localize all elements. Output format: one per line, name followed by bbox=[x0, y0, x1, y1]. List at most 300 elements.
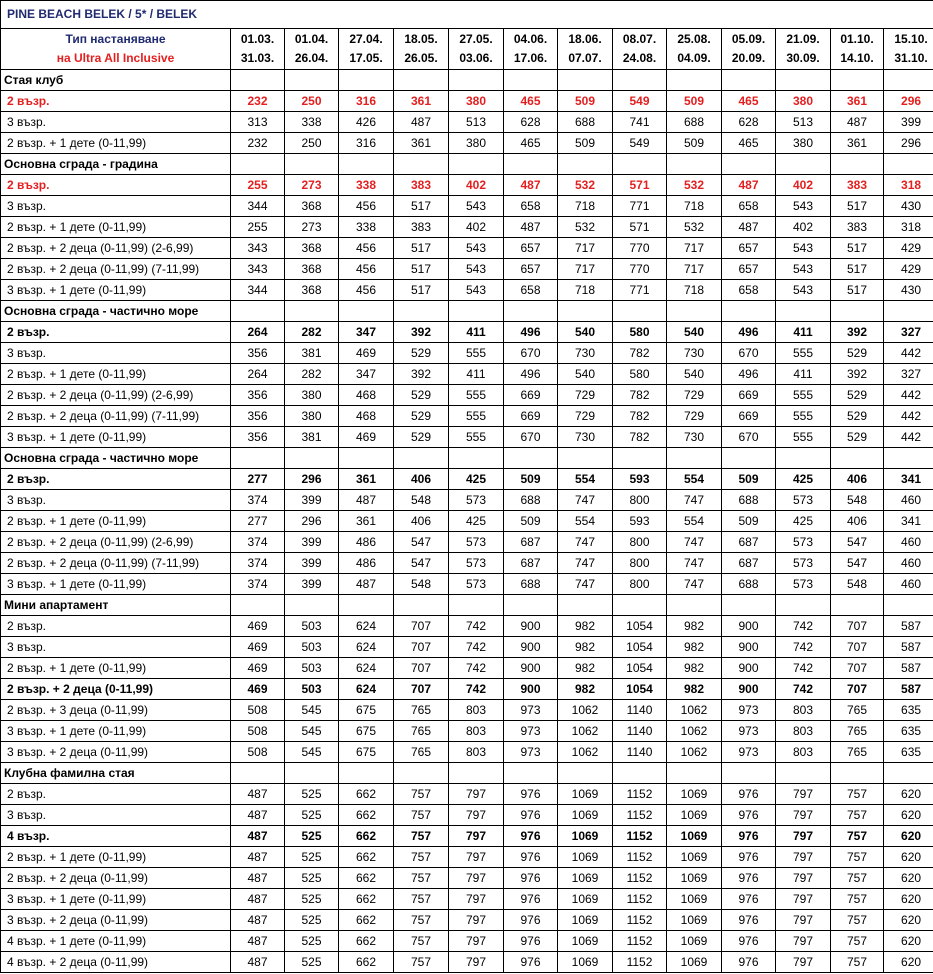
price-cell: 555 bbox=[449, 343, 504, 364]
price-cell: 456 bbox=[339, 238, 394, 259]
price-cell: 426 bbox=[339, 112, 394, 133]
empty-cell bbox=[613, 595, 667, 616]
empty-cell bbox=[776, 763, 831, 784]
price-cell: 399 bbox=[884, 112, 933, 133]
price-cell: 509 bbox=[667, 133, 722, 154]
price-cell: 717 bbox=[558, 259, 613, 280]
room-occupancy-label: 2 възр. bbox=[1, 784, 231, 805]
price-cell: 1054 bbox=[613, 679, 667, 700]
table-row bbox=[1, 679, 933, 700]
empty-cell bbox=[884, 448, 933, 469]
table-row bbox=[1, 910, 933, 931]
room-occupancy-label: 3 възр. bbox=[1, 343, 231, 364]
price-cell: 486 bbox=[339, 553, 394, 574]
price-cell: 411 bbox=[449, 364, 504, 385]
price-cell: 347 bbox=[339, 364, 394, 385]
price-cell: 361 bbox=[831, 133, 884, 154]
price-cell: 707 bbox=[831, 679, 884, 700]
price-cell: 580 bbox=[613, 322, 667, 343]
price-cell: 976 bbox=[722, 889, 776, 910]
price-cell: 282 bbox=[285, 322, 339, 343]
table-row bbox=[1, 91, 933, 112]
empty-cell bbox=[504, 301, 558, 322]
period-end: 17.06. bbox=[513, 51, 548, 65]
price-cell: 658 bbox=[722, 280, 776, 301]
empty-cell bbox=[339, 448, 394, 469]
price-cell: 356 bbox=[231, 406, 285, 427]
price-cell: 517 bbox=[394, 280, 449, 301]
price-cell: 747 bbox=[558, 490, 613, 511]
price-cell: 460 bbox=[884, 553, 933, 574]
price-cell: 657 bbox=[722, 238, 776, 259]
price-cell: 747 bbox=[667, 553, 722, 574]
price-cell: 982 bbox=[558, 637, 613, 658]
price-cell: 976 bbox=[722, 931, 776, 952]
price-cell: 282 bbox=[285, 364, 339, 385]
period-header bbox=[504, 29, 558, 70]
price-cell: 374 bbox=[231, 574, 285, 595]
price-cell: 529 bbox=[831, 406, 884, 427]
price-cell: 508 bbox=[231, 700, 285, 721]
period-start: 27.05. bbox=[459, 32, 493, 46]
accommodation-type-label: Тип настаняване bbox=[65, 32, 166, 46]
price-cell: 973 bbox=[722, 721, 776, 742]
price-cell: 296 bbox=[285, 511, 339, 532]
price-cell: 900 bbox=[722, 679, 776, 700]
price-cell: 757 bbox=[831, 952, 884, 973]
price-cell: 456 bbox=[339, 280, 394, 301]
period-start: 21.09. bbox=[786, 32, 820, 46]
price-cell: 730 bbox=[558, 427, 613, 448]
price-cell: 509 bbox=[558, 133, 613, 154]
price-cell: 729 bbox=[667, 385, 722, 406]
room-occupancy-label: 2 възр. bbox=[1, 91, 231, 112]
price-cell: 797 bbox=[449, 847, 504, 868]
price-cell: 765 bbox=[394, 700, 449, 721]
price-cell: 430 bbox=[884, 196, 933, 217]
empty-cell bbox=[722, 70, 776, 91]
price-cell: 688 bbox=[504, 574, 558, 595]
price-cell: 1062 bbox=[558, 742, 613, 763]
price-cell: 356 bbox=[231, 343, 285, 364]
room-occupancy-label: 2 възр. bbox=[1, 322, 231, 343]
empty-cell bbox=[339, 763, 394, 784]
price-cell: 273 bbox=[285, 175, 339, 196]
price-cell: 765 bbox=[831, 742, 884, 763]
price-cell: 982 bbox=[558, 658, 613, 679]
price-cell: 757 bbox=[831, 931, 884, 952]
price-cell: 503 bbox=[285, 658, 339, 679]
price-cell: 469 bbox=[231, 637, 285, 658]
price-cell: 540 bbox=[558, 364, 613, 385]
price-cell: 976 bbox=[504, 784, 558, 805]
period-end: 31.10. bbox=[894, 51, 928, 65]
period-end: 14.10. bbox=[840, 51, 874, 65]
price-cell: 380 bbox=[776, 91, 831, 112]
price-cell: 1069 bbox=[667, 910, 722, 931]
price-cell: 797 bbox=[776, 931, 831, 952]
price-cell: 757 bbox=[394, 805, 449, 826]
empty-cell bbox=[285, 154, 339, 175]
room-occupancy-label: 3 възр. + 2 деца (0-11,99) bbox=[1, 742, 231, 763]
price-cell: 757 bbox=[394, 847, 449, 868]
price-cell: 976 bbox=[504, 847, 558, 868]
price-cell: 540 bbox=[558, 322, 613, 343]
price-cell: 1152 bbox=[613, 784, 667, 805]
table-row bbox=[1, 826, 933, 847]
empty-cell bbox=[504, 70, 558, 91]
price-cell: 573 bbox=[449, 490, 504, 511]
empty-cell bbox=[722, 595, 776, 616]
price-cell: 296 bbox=[884, 91, 933, 112]
price-cell: 487 bbox=[831, 112, 884, 133]
empty-cell bbox=[285, 595, 339, 616]
table-row bbox=[1, 343, 933, 364]
price-cell: 503 bbox=[285, 637, 339, 658]
price-cell: 687 bbox=[722, 553, 776, 574]
room-occupancy-label: 2 възр. + 1 дете (0-11,99) bbox=[1, 217, 231, 238]
price-cell: 797 bbox=[776, 952, 831, 973]
section-label: Мини апартамент bbox=[1, 595, 231, 616]
price-cell: 496 bbox=[722, 364, 776, 385]
price-cell: 1152 bbox=[613, 931, 667, 952]
price-cell: 628 bbox=[504, 112, 558, 133]
room-occupancy-label: 3 възр. bbox=[1, 805, 231, 826]
period-start: 08.07. bbox=[622, 32, 657, 46]
price-cell: 797 bbox=[449, 784, 504, 805]
section-row bbox=[1, 154, 933, 175]
price-cell: 571 bbox=[613, 217, 667, 238]
price-cell: 545 bbox=[285, 721, 339, 742]
price-cell: 669 bbox=[504, 385, 558, 406]
price-cell: 1069 bbox=[558, 805, 613, 826]
price-cell: 525 bbox=[285, 784, 339, 805]
price-cell: 742 bbox=[776, 616, 831, 637]
price-cell: 730 bbox=[667, 343, 722, 364]
room-occupancy-label: 2 възр. bbox=[1, 175, 231, 196]
price-cell: 1069 bbox=[558, 784, 613, 805]
period-start: 18.05. bbox=[404, 32, 438, 46]
price-cell: 525 bbox=[285, 805, 339, 826]
table-row bbox=[1, 532, 933, 553]
price-cell: 803 bbox=[776, 700, 831, 721]
table-row bbox=[1, 721, 933, 742]
price-cell: 465 bbox=[504, 133, 558, 154]
price-cell: 555 bbox=[449, 406, 504, 427]
table-row bbox=[1, 364, 933, 385]
price-cell: 392 bbox=[831, 322, 884, 343]
price-cell: 1069 bbox=[667, 931, 722, 952]
price-cell: 487 bbox=[504, 175, 558, 196]
room-occupancy-label: 3 възр. bbox=[1, 112, 231, 133]
price-cell: 635 bbox=[884, 742, 933, 763]
price-cell: 406 bbox=[394, 511, 449, 532]
price-cell: 374 bbox=[231, 553, 285, 574]
price-cell: 496 bbox=[504, 322, 558, 343]
price-cell: 770 bbox=[613, 259, 667, 280]
empty-cell bbox=[831, 154, 884, 175]
price-cell: 973 bbox=[504, 721, 558, 742]
period-end: 31.03. bbox=[240, 51, 275, 65]
price-cell: 1062 bbox=[667, 721, 722, 742]
price-cell: 406 bbox=[831, 511, 884, 532]
period-end: 20.09. bbox=[731, 51, 766, 65]
table-row bbox=[1, 175, 933, 196]
price-cell: 662 bbox=[339, 910, 394, 931]
room-occupancy-label: 3 възр. + 1 дете (0-11,99) bbox=[1, 721, 231, 742]
price-cell: 513 bbox=[776, 112, 831, 133]
price-cell: 742 bbox=[776, 658, 831, 679]
price-cell: 707 bbox=[394, 679, 449, 700]
price-cell: 797 bbox=[449, 868, 504, 889]
empty-cell bbox=[667, 763, 722, 784]
price-cell: 517 bbox=[394, 196, 449, 217]
price-cell: 264 bbox=[231, 322, 285, 343]
table-row bbox=[1, 490, 933, 511]
price-cell: 361 bbox=[339, 511, 394, 532]
price-cell: 687 bbox=[504, 532, 558, 553]
price-cell: 800 bbox=[613, 553, 667, 574]
empty-cell bbox=[558, 70, 613, 91]
price-cell: 487 bbox=[722, 217, 776, 238]
price-cell: 573 bbox=[776, 553, 831, 574]
price-cell: 635 bbox=[884, 721, 933, 742]
price-cell: 468 bbox=[339, 406, 394, 427]
price-cell: 707 bbox=[831, 616, 884, 637]
price-cell: 469 bbox=[231, 658, 285, 679]
price-cell: 573 bbox=[449, 532, 504, 553]
price-cell: 503 bbox=[285, 679, 339, 700]
price-cell: 338 bbox=[285, 112, 339, 133]
price-cell: 662 bbox=[339, 931, 394, 952]
empty-cell bbox=[504, 595, 558, 616]
price-cell: 338 bbox=[339, 175, 394, 196]
price-cell: 771 bbox=[613, 280, 667, 301]
price-cell: 797 bbox=[449, 952, 504, 973]
empty-cell bbox=[667, 301, 722, 322]
price-cell: 982 bbox=[667, 637, 722, 658]
price-cell: 717 bbox=[667, 259, 722, 280]
price-cell: 797 bbox=[776, 805, 831, 826]
room-occupancy-label: 3 възр. + 1 дете (0-11,99) bbox=[1, 427, 231, 448]
table-row bbox=[1, 406, 933, 427]
price-cell: 803 bbox=[449, 721, 504, 742]
period-header bbox=[231, 29, 285, 70]
room-occupancy-label: 4 възр. + 1 дете (0-11,99) bbox=[1, 931, 231, 952]
price-cell: 900 bbox=[722, 637, 776, 658]
price-cell: 532 bbox=[558, 217, 613, 238]
price-cell: 1152 bbox=[613, 868, 667, 889]
empty-cell bbox=[667, 595, 722, 616]
price-cell: 554 bbox=[558, 511, 613, 532]
price-cell: 232 bbox=[231, 91, 285, 112]
empty-cell bbox=[558, 154, 613, 175]
price-cell: 1140 bbox=[613, 742, 667, 763]
empty-cell bbox=[231, 448, 285, 469]
period-header bbox=[613, 29, 667, 70]
price-cell: 620 bbox=[884, 784, 933, 805]
empty-cell bbox=[339, 154, 394, 175]
price-cell: 573 bbox=[449, 574, 504, 595]
price-cell: 1054 bbox=[613, 637, 667, 658]
price-cell: 573 bbox=[776, 490, 831, 511]
price-cell: 669 bbox=[722, 385, 776, 406]
empty-cell bbox=[831, 301, 884, 322]
empty-cell bbox=[667, 70, 722, 91]
price-cell: 688 bbox=[558, 112, 613, 133]
room-occupancy-label: 2 възр. + 1 дете (0-11,99) bbox=[1, 658, 231, 679]
price-cell: 1069 bbox=[667, 868, 722, 889]
price-cell: 392 bbox=[394, 364, 449, 385]
table-row bbox=[1, 385, 933, 406]
room-occupancy-label: 3 възр. + 1 дете (0-11,99) bbox=[1, 280, 231, 301]
price-cell: 982 bbox=[667, 679, 722, 700]
price-cell: 620 bbox=[884, 952, 933, 973]
price-cell: 383 bbox=[831, 175, 884, 196]
price-cell: 442 bbox=[884, 406, 933, 427]
price-cell: 509 bbox=[667, 91, 722, 112]
price-cell: 356 bbox=[231, 385, 285, 406]
price-cell: 757 bbox=[831, 805, 884, 826]
price-cell: 765 bbox=[394, 742, 449, 763]
table-row bbox=[1, 700, 933, 721]
empty-cell bbox=[667, 154, 722, 175]
empty-cell bbox=[558, 763, 613, 784]
price-cell: 525 bbox=[285, 847, 339, 868]
price-cell: 513 bbox=[449, 112, 504, 133]
price-cell: 380 bbox=[285, 385, 339, 406]
price-cell: 1069 bbox=[667, 826, 722, 847]
empty-cell bbox=[884, 70, 933, 91]
price-cell: 747 bbox=[558, 532, 613, 553]
price-cell: 368 bbox=[285, 259, 339, 280]
price-cell: 1069 bbox=[558, 847, 613, 868]
price-cell: 392 bbox=[394, 322, 449, 343]
price-cell: 487 bbox=[231, 826, 285, 847]
table-row bbox=[1, 511, 933, 532]
price-cell: 730 bbox=[667, 427, 722, 448]
table-row bbox=[1, 196, 933, 217]
price-cell: 662 bbox=[339, 952, 394, 973]
period-end: 07.07. bbox=[568, 51, 602, 65]
price-cell: 532 bbox=[558, 175, 613, 196]
empty-cell bbox=[776, 154, 831, 175]
price-cell: 973 bbox=[504, 742, 558, 763]
table-row bbox=[1, 574, 933, 595]
section-row bbox=[1, 595, 933, 616]
price-cell: 338 bbox=[339, 217, 394, 238]
price-cell: 757 bbox=[394, 784, 449, 805]
price-cell: 742 bbox=[449, 679, 504, 700]
period-start: 05.09. bbox=[731, 32, 766, 46]
table-row bbox=[1, 553, 933, 574]
price-cell: 508 bbox=[231, 742, 285, 763]
section-row bbox=[1, 763, 933, 784]
price-cell: 624 bbox=[339, 637, 394, 658]
price-cell: 469 bbox=[339, 343, 394, 364]
title-row bbox=[1, 1, 933, 29]
room-occupancy-label: 2 възр. + 2 деца (0-11,99) (7-11,99) bbox=[1, 259, 231, 280]
price-cell: 361 bbox=[394, 133, 449, 154]
table-row bbox=[1, 280, 933, 301]
price-cell: 718 bbox=[558, 280, 613, 301]
price-cell: 469 bbox=[231, 616, 285, 637]
table-row bbox=[1, 784, 933, 805]
price-cell: 341 bbox=[884, 511, 933, 532]
price-cell: 368 bbox=[285, 196, 339, 217]
price-cell: 757 bbox=[831, 868, 884, 889]
price-cell: 620 bbox=[884, 910, 933, 931]
price-cell: 688 bbox=[722, 574, 776, 595]
price-cell: 374 bbox=[231, 532, 285, 553]
price-cell: 341 bbox=[884, 469, 933, 490]
period-header bbox=[667, 29, 722, 70]
price-cell: 620 bbox=[884, 847, 933, 868]
price-cell: 392 bbox=[831, 364, 884, 385]
price-cell: 782 bbox=[613, 406, 667, 427]
empty-cell bbox=[394, 763, 449, 784]
price-cell: 232 bbox=[231, 133, 285, 154]
price-cell: 803 bbox=[776, 742, 831, 763]
table-row bbox=[1, 931, 933, 952]
room-occupancy-label: 2 възр. + 2 деца (0-11,99) (2-6,99) bbox=[1, 532, 231, 553]
section-label: Основна сграда - частично море bbox=[1, 448, 231, 469]
price-cell: 517 bbox=[831, 196, 884, 217]
price-cell: 687 bbox=[722, 532, 776, 553]
price-cell: 549 bbox=[613, 133, 667, 154]
period-header bbox=[339, 29, 394, 70]
empty-cell bbox=[231, 301, 285, 322]
price-cell: 1054 bbox=[613, 616, 667, 637]
price-cell: 900 bbox=[504, 637, 558, 658]
empty-cell bbox=[285, 301, 339, 322]
price-cell: 803 bbox=[776, 721, 831, 742]
period-header bbox=[776, 29, 831, 70]
price-cell: 277 bbox=[231, 469, 285, 490]
price-cell: 517 bbox=[831, 238, 884, 259]
empty-cell bbox=[231, 595, 285, 616]
price-cell: 973 bbox=[722, 700, 776, 721]
price-cell: 543 bbox=[449, 280, 504, 301]
price-cell: 529 bbox=[394, 343, 449, 364]
price-cell: 900 bbox=[722, 616, 776, 637]
price-cell: 800 bbox=[613, 490, 667, 511]
price-cell: 797 bbox=[449, 931, 504, 952]
empty-cell bbox=[339, 301, 394, 322]
price-cell: 782 bbox=[613, 427, 667, 448]
price-cell: 900 bbox=[504, 658, 558, 679]
price-cell: 757 bbox=[831, 826, 884, 847]
price-cell: 543 bbox=[776, 259, 831, 280]
room-occupancy-label: 2 възр. + 1 дете (0-11,99) bbox=[1, 364, 231, 385]
price-cell: 425 bbox=[776, 511, 831, 532]
table-row bbox=[1, 805, 933, 826]
price-cell: 587 bbox=[884, 658, 933, 679]
empty-cell bbox=[285, 448, 339, 469]
empty-cell bbox=[831, 70, 884, 91]
price-cell: 1152 bbox=[613, 910, 667, 931]
period-end: 30.09. bbox=[786, 51, 820, 65]
price-cell: 797 bbox=[449, 910, 504, 931]
price-cell: 487 bbox=[231, 889, 285, 910]
price-cell: 729 bbox=[558, 385, 613, 406]
price-cell: 797 bbox=[449, 805, 504, 826]
price-cell: 456 bbox=[339, 259, 394, 280]
price-cell: 729 bbox=[558, 406, 613, 427]
price-cell: 741 bbox=[613, 112, 667, 133]
price-cell: 658 bbox=[504, 280, 558, 301]
price-cell: 380 bbox=[776, 133, 831, 154]
